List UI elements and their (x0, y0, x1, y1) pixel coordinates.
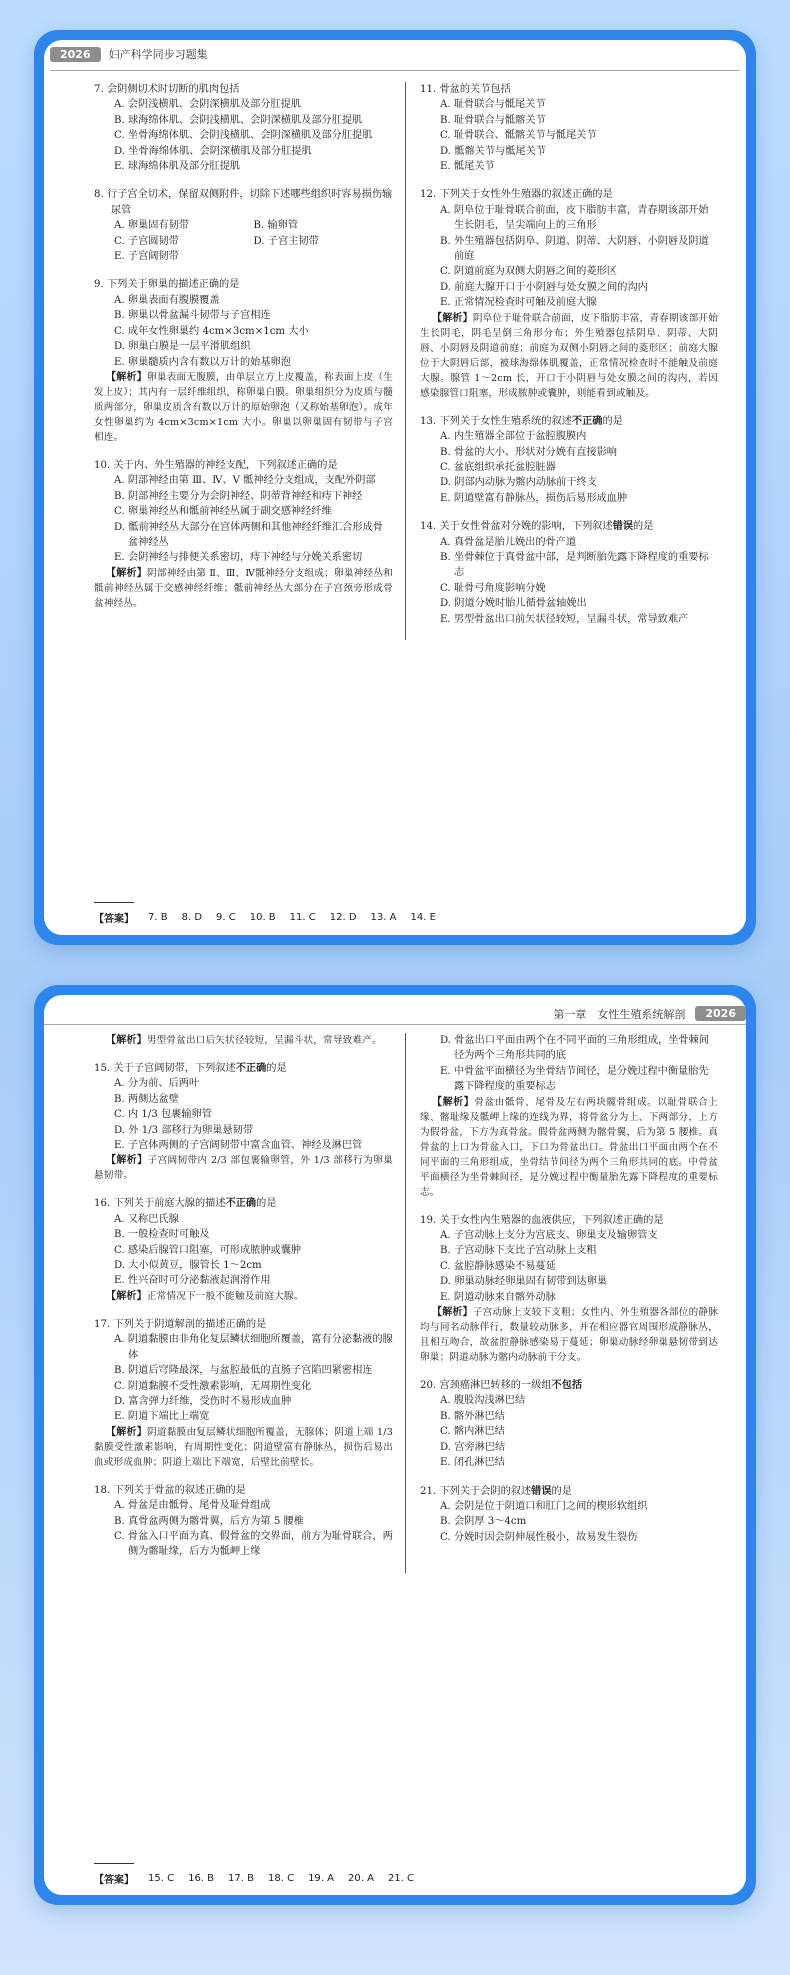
option: A. 耻骨联合与骶尾关节 (440, 99, 546, 111)
question-stem: 10. 关于内、外生殖器的神经支配，下列叙述正确的是 (94, 459, 338, 471)
question (94, 187, 393, 264)
option: A. 阴阜位于耻骨联合前面，皮下脂肪丰富，青春期该部开始生长阴毛，呈尖端向上的三角形 (440, 204, 709, 232)
option: C. 阴道前庭为双侧大阴唇之间的菱形区 (440, 266, 617, 278)
year-badge: 2026 (50, 47, 101, 62)
option: B. 骨盆的大小、形状对分娩有直接影响 (440, 446, 617, 458)
answer-item: 18. C (267, 1873, 295, 1884)
left-column (94, 1033, 406, 1573)
analysis (420, 311, 718, 401)
answer-item: 10. B (249, 912, 276, 923)
option: C. 卵巢神经丛和骶前神经丛属于副交感神经纤维 (114, 506, 332, 518)
option: A. 真骨盆是胎儿娩出的骨产道 (440, 536, 577, 548)
stem-keyword: 不正确 (225, 1198, 257, 1210)
chapter-title: 第一章 女性生殖系统解剖 (553, 1007, 686, 1021)
stem-text: 15. 关于子宫阔韧带，下列叙述 (94, 1063, 236, 1074)
question-stem: 7. 会阴侧切术时切断的肌肉包括 (94, 84, 240, 95)
option: E. 男型骨盆出口前矢状径较短，呈漏斗状，常导致难产 (440, 613, 689, 625)
question-stem (420, 414, 718, 429)
option: D. 子宫主韧带 (253, 235, 319, 247)
option: E. 正常情况检查时可触及前庭大腺 (440, 297, 597, 309)
stem-text: 13. 下列关于女性生殖系统的叙述 (420, 415, 572, 427)
analysis-text: 阴阜位于耻骨联合前面，皮下脂肪丰富，青春期该部开始生长阴毛，阴毛呈倒三角形分布；外生殖器包括阴阜、阴蒂、大阴唇、小阴唇及阴道前庭；前庭为双侧小阴唇之间的菱形区；前庭大腺位于大阴唇后部，被球海绵体肌覆盖，正常情况检查时不能触及前庭大腺。腺管 1～2cm 长，开口于小阴唇与处女膜之间的沟内，若因感染腺管口阻塞，形成脓肿或囊肿，则能看到或触及。 (420, 312, 718, 399)
option: D. 骶前神经丛大部分在宫体两侧和其他神经纤维汇合形成骨盆神经丛 (114, 521, 383, 548)
option: D. 骶髂关节与骶尾关节 (440, 145, 546, 157)
analysis (94, 370, 393, 445)
option: E. 阴道壁富有静脉丛，损伤后易形成血肿 (440, 492, 628, 504)
option: E. 会阴神经与排便关系密切，痔下神经与分娩关系密切 (114, 552, 363, 564)
option: B. 外生殖器包括阴阜、阴道、阴蒂、大阴唇、小阴唇及阴道前庭 (440, 235, 709, 263)
option: C. 分娩时因会阴伸展性极小，故易发生裂伤 (440, 1531, 638, 1543)
analysis-text: 阴道黏膜由复层鳞状细胞所覆盖，无腺体；阴道上端 1/3 黏膜受性激素影响，有周期性变化；阴道壁富有静脉丛，损伤后易出血或形成血肿；阴道上端比下端宽，后壁比前壁长。 (94, 1426, 393, 1468)
right-column (406, 82, 718, 640)
answer-item: 14. E (410, 912, 436, 923)
answer-rule (94, 1863, 134, 1864)
question (420, 187, 718, 400)
option: D. 卵巢白膜是一层平滑肌组织 (114, 341, 251, 353)
analysis (420, 1095, 718, 1200)
option: B. 阴道后穹隆最深，与盆腔最低的直肠子宫陷凹紧密相连 (114, 1365, 373, 1377)
analysis (94, 566, 393, 611)
option: B. 球海绵体肌、会阴浅横肌、会阴深横肌及部分肛提肌 (114, 114, 363, 126)
analysis-label: 【解析】 (106, 371, 147, 383)
analysis-label: 【解析】 (106, 1426, 148, 1438)
answer-item: 15. C (148, 1873, 175, 1884)
question (94, 458, 393, 611)
option: D. 宫旁淋巴结 (440, 1441, 506, 1453)
option: A. 阴部神经由第 Ⅲ、Ⅳ、Ⅴ 骶神经分支组成，支配外阴部 (114, 475, 376, 487)
option: C. 感染后腺管口阻塞，可形成脓肿或囊肿 (114, 1244, 302, 1256)
stem-text: 的是 (551, 1485, 572, 1497)
question-stem: 9. 下列关于卵巢的描述正确的是 (94, 279, 240, 291)
question-stem: 12. 下列关于女性外生殖器的叙述正确的是 (420, 189, 613, 201)
option: D. 阴部内动脉为髂内动脉前干终支 (440, 477, 597, 489)
question (94, 82, 393, 174)
question (94, 1196, 393, 1303)
option: E. 中骨盆平面横径为坐骨结节间径，是分娩过程中衡量胎先露下降程度的重要标志 (440, 1065, 709, 1093)
option: E. 阴道下端比上端宽 (114, 1411, 210, 1423)
option: B. 髂外淋巴结 (440, 1410, 505, 1422)
option: A. 卵巢固有韧带 (114, 220, 189, 232)
analysis-label: 【解析】 (106, 1290, 147, 1302)
option: D. 前庭大腺开口于小阴唇与处女膜之间的沟内 (440, 281, 648, 293)
option: A. 骨盆是由骶骨、尾骨及耻骨组成 (114, 1500, 271, 1512)
question-stem (94, 1196, 393, 1211)
right-column (406, 1033, 718, 1573)
stem-text: 的是 (602, 415, 623, 427)
stem-text: 的是 (256, 1198, 277, 1210)
analysis-label: 【解析】 (106, 1155, 148, 1167)
option: B. 卵巢以骨盆漏斗韧带与子宫相连 (114, 310, 271, 322)
option: B. 两侧达盆壁 (114, 1093, 179, 1105)
page-header-1 (44, 40, 746, 68)
question (420, 1213, 718, 1365)
option: E. 性兴奋时可分泌黏液起润滑作用 (114, 1275, 271, 1287)
answer-label: 【答案】 (94, 914, 134, 925)
header-divider (50, 70, 740, 71)
book-title: 妇产科学同步习题集 (108, 48, 208, 61)
answer-key-2 (94, 1871, 718, 1886)
question (94, 1033, 393, 1048)
option: A. 腹股沟浅淋巴结 (440, 1395, 526, 1407)
answer-item: 20. A (348, 1873, 374, 1884)
question-stem: 11. 骨盆的关节包括 (420, 84, 511, 95)
question-stem (420, 519, 718, 534)
option: A. 分为前、后两叶 (114, 1078, 200, 1090)
year-badge: 2026 (695, 1006, 746, 1021)
question-stem (420, 1484, 718, 1499)
analysis-text: 子宫阔韧带内 2/3 部包裹输卵管，外 1/3 部移行为卵巢悬韧带。 (94, 1155, 393, 1182)
option: B. 一般检查时可触及 (114, 1229, 210, 1241)
answer-item: 8. D (181, 912, 203, 923)
analysis-label: 【解析】 (106, 567, 148, 579)
answer-item: 9. C (216, 912, 236, 923)
option: E. 子宫阔韧带 (114, 251, 179, 263)
option: D. 卵巢动脉经卵巢固有韧带到达卵巢 (440, 1276, 608, 1288)
analysis (94, 1289, 393, 1304)
question (94, 1483, 393, 1560)
question (94, 277, 393, 444)
question (420, 1033, 718, 1200)
analysis-text: 骨盆由骶骨、尾骨及左右两块髋骨组成。以耻骨联合上缘、髂耻缘及骶岬上缘的连线为界，将骨盆分为上、下两部分，上方为假骨盆，下方为真骨盆。假骨盆两侧为髂骨翼，后为第 5 腰椎。真骨盆的上口为骨盆入口，下口为骨盆出口。骨盆出口平面由两个在不同平面的三角形组成，坐骨结节间径为两个三角形共同的底。中骨盆平面横径为坐骨棘间径，是分娩过程中衡量胎先露下降程度的重要标志。 (420, 1096, 718, 1198)
stem-keyword: 错误 (612, 521, 634, 533)
option: C. 盆底组织承托盆腔脏器 (440, 461, 556, 473)
analysis-text: 男型骨盆出口后矢状径较短，呈漏斗状，常导致难产。 (146, 1035, 382, 1046)
stem-text: 的是 (266, 1063, 287, 1074)
stem-text: 21. 下列关于会阴的叙述 (420, 1485, 532, 1497)
question (94, 1061, 393, 1183)
question (420, 414, 718, 506)
answer-item: 11. C (289, 912, 316, 923)
stem-keyword: 不正确 (235, 1063, 267, 1074)
analysis (94, 1033, 393, 1048)
analysis-label: 【解析】 (432, 1307, 473, 1319)
question (420, 82, 718, 174)
two-column-body-1 (94, 82, 718, 640)
stem-keyword: 错误 (531, 1485, 552, 1497)
stem-text: 的是 (633, 521, 654, 533)
analysis (94, 1425, 393, 1470)
option: A. 会阴是位于阴道口和肛门之间的楔形软组织 (440, 1500, 648, 1512)
question-stem: 17. 下列关于阴道解剖的描述正确的是 (94, 1318, 267, 1330)
analysis-label: 【解析】 (432, 312, 473, 324)
page-card-2 (34, 985, 756, 1905)
page-sheet-2 (44, 995, 746, 1895)
answer-item: 12. D (329, 912, 357, 923)
stem-text: 16. 下列关于前庭大腺的描述 (94, 1198, 226, 1210)
analysis-text: 子宫动脉上支较下支粗；女性内、外生殖器各部位的静脉均与同名动脉伴行，数量较动脉多，并在相应器官周围形成静脉丛，且相互吻合，故盆腔静脉感染易于蔓延；卵巢动脉经卵巢悬韧带到达卵巢；阴道动脉为髂内动脉前干分支。 (420, 1307, 718, 1364)
answer-item: 16. B (188, 1873, 215, 1884)
answer-item: 19. A (308, 1873, 334, 1884)
option: D. 大小似黄豆，腺管长 1～2cm (114, 1260, 262, 1272)
option: A. 又称巴氏腺 (114, 1213, 179, 1225)
option: E. 骶尾关节 (440, 161, 495, 173)
answer-item: 17. B (228, 1873, 254, 1884)
analysis-text: 阴部神经由第 Ⅱ、Ⅲ、Ⅳ骶神经分支组成；卵巢神经丛和骶前神经丛属于交感神经纤维；骶前神经丛大部分在子宫颈旁形成骨盆神经丛。 (94, 567, 393, 609)
answer-label: 【答案】 (94, 1875, 134, 1886)
option: C. 阴道黏膜不受性激素影响，无周期性变化 (114, 1380, 312, 1392)
option: D. 坐骨海绵体肌、会阴深横肌及部分肛提肌 (114, 145, 312, 157)
option: C. 耻骨弓角度影响分娩 (440, 582, 546, 594)
question-stem: 19. 关于女性内生殖器的血液供应，下列叙述正确的是 (420, 1214, 664, 1226)
answer-item: 13. A (370, 912, 397, 923)
question (420, 1378, 718, 1470)
option: E. 卵巢髓质内含有数以万计的始基卵泡 (114, 356, 291, 368)
option: B. 坐骨棘位于真骨盆中部，是判断胎先露下降程度的重要标志 (440, 551, 709, 579)
answer-item: 21. C (387, 1873, 415, 1884)
option: C. 内 1/3 包裹输卵管 (114, 1109, 212, 1121)
stem-text: 14. 关于女性骨盆对分娩的影响，下列叙述 (420, 521, 613, 533)
option: B. 真骨盆两侧为髂骨翼，后方为第 5 腰椎 (114, 1515, 304, 1527)
answer-item: 7. B (148, 912, 168, 923)
option: B. 输卵管 (253, 220, 299, 232)
option: A. 阴道黏膜由非角化复层鳞状细胞所覆盖，富有分泌黏液的腺体 (114, 1334, 393, 1361)
option: A. 子宫动脉上支分为宫底支、卵巢支及输卵管支 (440, 1230, 658, 1242)
option-grid (94, 218, 393, 264)
option: C. 子宫圆韧带 (114, 235, 179, 247)
option: E. 阴道动脉来自髂外动脉 (440, 1291, 556, 1303)
analysis-label: 【解析】 (432, 1096, 475, 1108)
stem-keyword: 不包括 (551, 1380, 583, 1392)
option: D. 外 1/3 部移行为卵巢悬韧带 (114, 1124, 254, 1136)
analysis-text: 卵巢表面无腹膜，由单层立方上皮覆盖，称表面上皮（生发上皮）；其内有一层纤维组织，称卵巢白膜。卵巢组织分为皮质与髓质两部分，卵巢皮质含有数以万计的原始卵泡（又称始基卵泡）。成年女性卵巢约为 4cm×3cm×1cm 大小。卵巢以卵巢固有韧带与子宫相连。 (94, 371, 393, 443)
two-column-body-2 (94, 1033, 718, 1573)
question-stem (94, 1061, 393, 1076)
page-header-2 (44, 1003, 746, 1025)
option: C. 盆腔静脉感染不易蔓延 (440, 1260, 556, 1272)
option: B. 会阴厚 3～4cm (440, 1516, 527, 1528)
option: E. 闭孔淋巴结 (440, 1457, 505, 1469)
stem-text: 20. 宫颈癌淋巴转移的一级组 (420, 1380, 552, 1392)
option: A. 卵巢表面有腹膜覆盖 (114, 294, 220, 306)
analysis-text: 正常情况下一般不能触及前庭大腺。 (146, 1290, 304, 1302)
option: C. 骨盆入口平面为真、假骨盆的交界面，前方为耻骨联合，两侧为髂耻缘，后方为骶岬上缘 (114, 1530, 393, 1558)
stem-keyword: 不正确 (571, 415, 603, 427)
analysis (420, 1305, 718, 1365)
option: C. 髂内淋巴结 (440, 1426, 505, 1438)
question-stem: 8. 行子宫全切术，保留双侧附件，切除下述哪些组织时容易损伤输尿管 (94, 189, 393, 216)
option: B. 子宫动脉下支比子宫动脉上支粗 (440, 1245, 597, 1257)
question (94, 1317, 393, 1470)
option: D. 阴道分娩时胎儿循骨盆轴娩出 (440, 598, 587, 610)
answer-key-1 (94, 910, 718, 925)
option: C. 坐骨海绵体肌、会阴浅横肌、会阴深横肌及部分肛提肌 (114, 130, 373, 142)
answer-rule (94, 902, 134, 903)
left-column (94, 82, 406, 640)
question (420, 519, 718, 627)
option: A. 内生殖器全部位于盆腔腹膜内 (440, 431, 587, 443)
option: D. 富含弹力纤维，受伤时不易形成血肿 (114, 1395, 292, 1407)
option: B. 耻骨联合与骶髂关节 (440, 114, 546, 126)
option: C. 成年女性卵巢约 4cm×3cm×1cm 大小 (114, 325, 309, 337)
question-stem: 18. 下列关于骨盆的叙述正确的是 (94, 1484, 246, 1496)
page-sheet-1 (44, 40, 746, 935)
option: A. 会阴浅横肌、会阴深横肌及部分肛提肌 (114, 99, 302, 111)
option: E. 球海绵体肌及部分肛提肌 (114, 161, 240, 173)
question (420, 1484, 718, 1546)
analysis-label: 【解析】 (106, 1035, 147, 1046)
option: B. 阴部神经主要分为会阴神经、阴蒂背神经和痔下神经 (114, 490, 363, 502)
question-stem (420, 1378, 718, 1393)
option: C. 耻骨联合、骶髂关节与骶尾关节 (440, 130, 597, 142)
option: E. 子宫体两侧的子宫阔韧带中富含血管、神经及淋巴管 (114, 1140, 363, 1152)
analysis (94, 1153, 393, 1183)
page-card-1 (34, 30, 756, 945)
option: D. 骨盆出口平面由两个在不同平面的三角形组成，坐骨棘间径为两个三角形共同的底 (440, 1035, 709, 1062)
